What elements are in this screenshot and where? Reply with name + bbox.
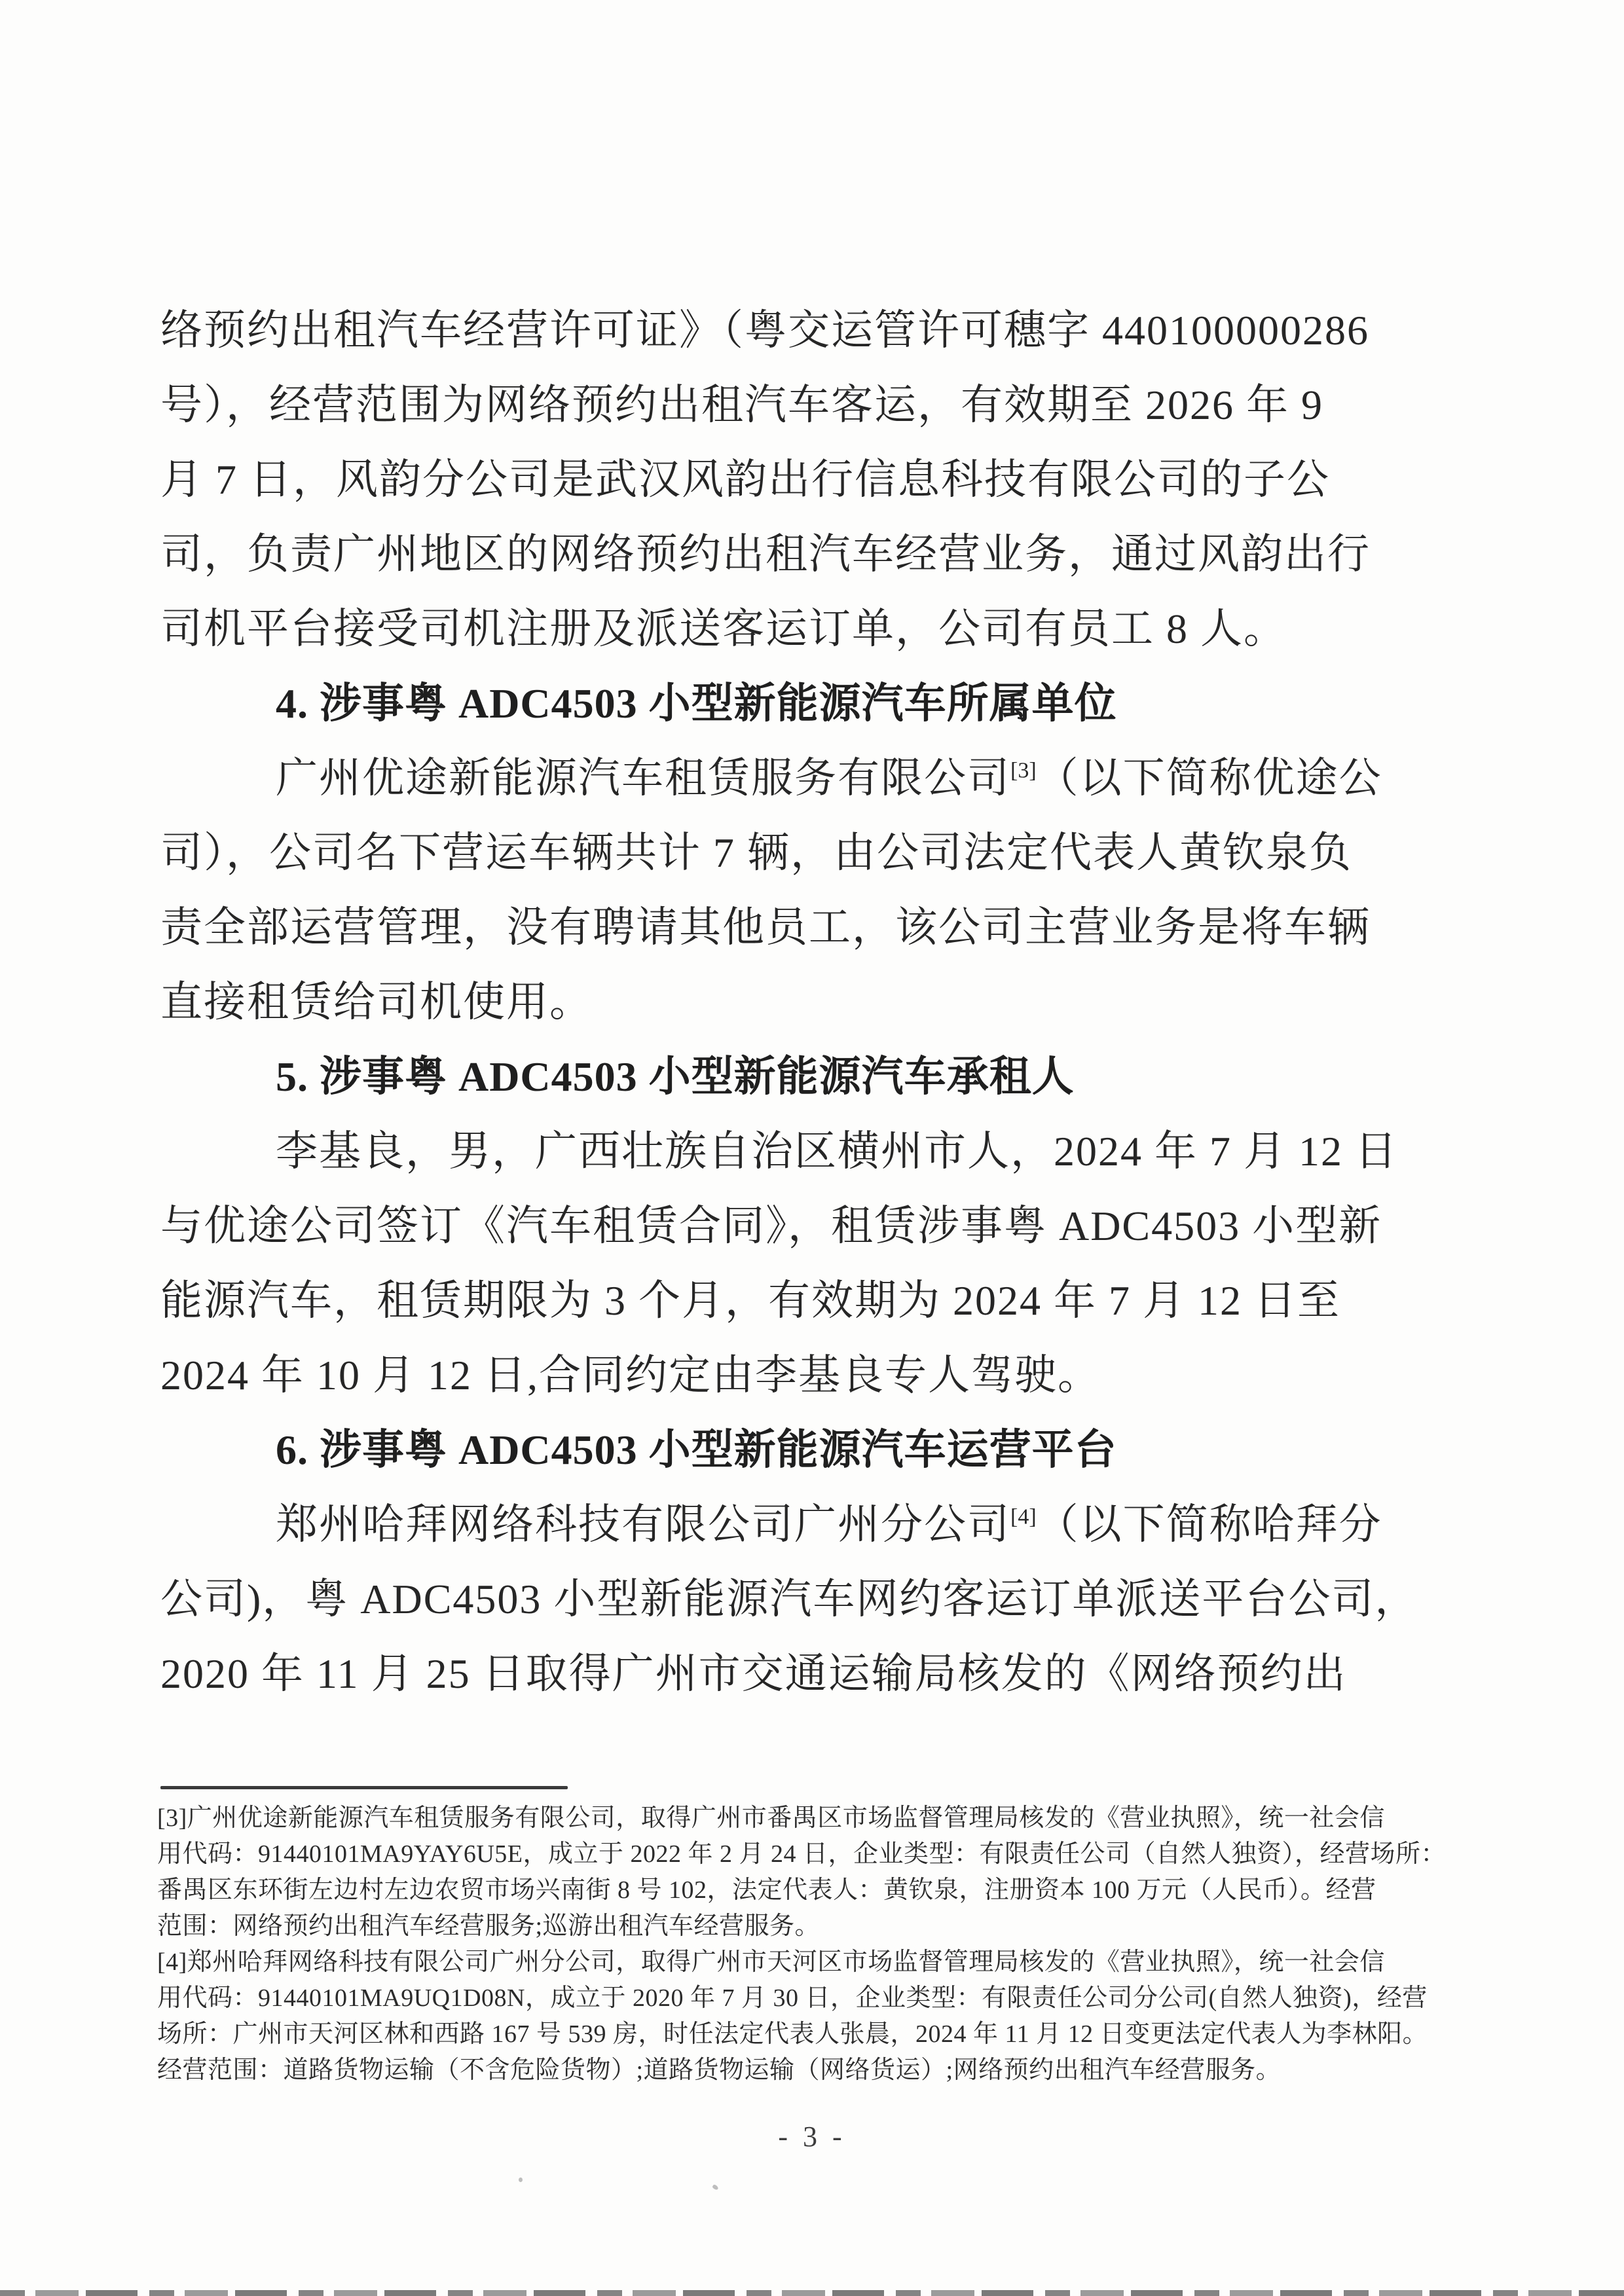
footnote-4-line: [4]郑州哈拜网络科技有限公司广州分公司，取得广州市天河区市场监督管理局核发的《营业执照》，统一社会信 — [157, 1948, 1385, 1976]
scan-edge-artifact — [0, 2287, 1624, 2296]
footnote-3-line: [3]广州优途新能源汽车租赁服务有限公司，取得广州市番禺区市场监督管理局核发的《营业执照》，统一社会信 — [157, 1804, 1385, 1832]
footnote-separator-rule — [160, 1786, 568, 1789]
document-body — [160, 293, 1424, 1711]
body-line: 号），经营范围为网络预约出租汽车客运，有效期至 2026 年 9 — [160, 382, 1323, 428]
body-text: 广州优途新能源汽车租赁服务有限公司 — [276, 755, 1010, 801]
body-line: 司），公司名下营运车辆共计 7 辆，由公司法定代表人黄钦泉负 — [160, 829, 1352, 876]
footnote-ref-3: [3] — [1010, 758, 1037, 783]
body-text: （以下简称哈拜分 — [1036, 1501, 1382, 1548]
section-heading-5: 5. 涉事粤 ADC4503 小型新能源汽车承租人 — [276, 1053, 1075, 1100]
body-line: 司，负责广州地区的网络预约出租汽车经营业务，通过风韵出行 — [160, 531, 1371, 577]
body-line: 直接租赁给司机使用。 — [160, 979, 593, 1025]
page-number: - 3 - — [778, 2121, 846, 2153]
body-line: 公司)，粤 ADC4503 小型新能源汽车网约客运订单派送平台公司， — [160, 1576, 1418, 1622]
footnote-4-line: 用代码：91440101MA9UQ1D08N，成立于 2020 年 7 月 30 日，企业类型：有限责任公司分公司(自然人独资)，经营 — [157, 1984, 1428, 2012]
body-line: 月 7 日，风韵分公司是武汉风韵出行信息科技有限公司的子公 — [160, 456, 1330, 503]
body-line: 2020 年 11 月 25 日取得广州市交通运输局核发的《网络预约出 — [160, 1650, 1347, 1697]
footnote-4-line: 场所：广州市天河区林和西路 167 号 539 房，时任法定代表人张晨，2024 年 11 月 12 日变更法定代表人为李林阳。 — [157, 2020, 1428, 2048]
body-line: 络预约出租汽车经营许可证》（粤交运管许可穗字 440100000286 — [160, 307, 1369, 354]
footnote-3-line: 范围：网络预约出租汽车经营服务;巡游出租汽车经营服务。 — [157, 1912, 821, 1940]
body-text: 郑州哈拜网络科技有限公司广州分公司 — [276, 1501, 1010, 1548]
body-line-with-footnote-ref — [160, 741, 1424, 816]
scan-speck — [519, 2178, 523, 2182]
footnote-3-line: 用代码：91440101MA9YAY6U5E，成立于 2022 年 2 月 24 日，企业类型：有限责任公司（自然人独资），经营场所： — [157, 1840, 1447, 1868]
body-line: 2024 年 10 月 12 日,合同约定由李基良专人驾驶。 — [160, 1352, 1101, 1398]
body-text: （以下简称优途公 — [1036, 755, 1382, 801]
section-heading-4: 4. 涉事粤 ADC4503 小型新能源汽车所属单位 — [276, 680, 1117, 727]
footnotes-section — [157, 1800, 1473, 2088]
body-line: 能源汽车，租赁期限为 3 个月，有效期为 2024 年 7 月 12 日至 — [160, 1277, 1340, 1324]
body-line: 李基良，男，广西壮族自治区横州市人，2024 年 7 月 12 日 — [276, 1128, 1398, 1175]
body-line-with-footnote-ref — [160, 1487, 1424, 1562]
footnote-4-line: 经营范围：道路货物运输（不含危险货物）;道路货物运输（网络货运）;网络预约出租汽车经营服务。 — [157, 2056, 1282, 2084]
body-line: 司机平台接受司机注册及派送客运订单，公司有员工 8 人。 — [160, 606, 1287, 652]
body-line: 责全部运营管理，没有聘请其他员工，该公司主营业务是将车辆 — [160, 904, 1371, 951]
section-heading-6: 6. 涉事粤 ADC4503 小型新能源汽车运营平台 — [276, 1427, 1117, 1473]
scan-speck — [712, 2184, 719, 2191]
footnote-ref-4: [4] — [1010, 1504, 1037, 1529]
body-line: 与优途公司签订《汽车租赁合同》，租赁涉事粤 ADC4503 小型新 — [160, 1203, 1382, 1249]
footnote-3-line: 番禺区东环街左边村左边农贸市场兴南街 8 号 102，法定代表人：黄钦泉，注册资本 100 万元（人民币）。经营 — [157, 1876, 1376, 1904]
